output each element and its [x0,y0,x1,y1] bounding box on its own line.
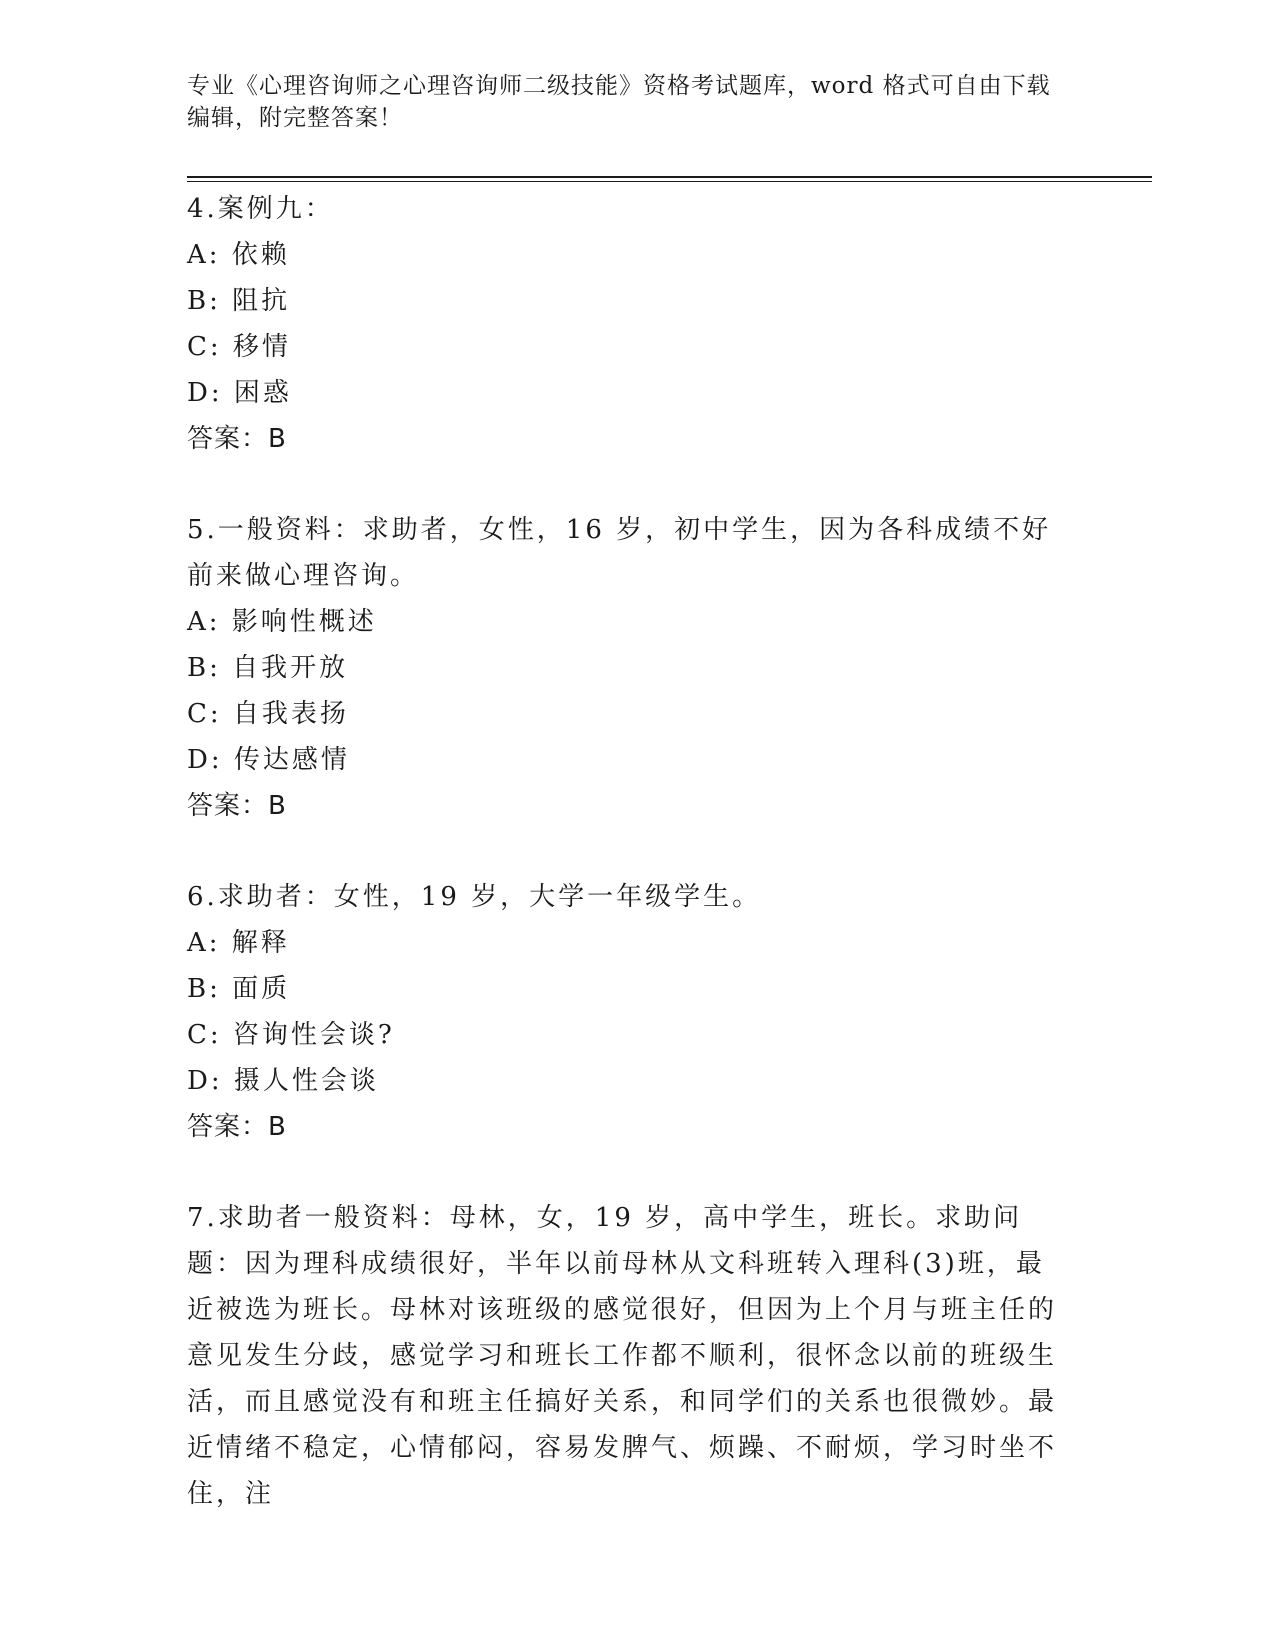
option-d: D: 传达感情 [187,745,350,775]
answer-label: 答案：B [187,424,287,454]
option-b: B: 阻抗 [187,286,291,316]
option-a: A: 影响性概述 [187,607,377,637]
option-c: C: 咨询性会谈? [187,1020,395,1050]
answer-label: 答案：B [187,1112,287,1142]
question-6 [187,874,1067,1150]
document-header [187,70,1067,134]
question-stem: 4.案例九： [187,194,334,224]
question-5 [187,507,1067,829]
answer-label: 答案：B [187,791,287,821]
option-d: D: 摄人性会谈 [187,1066,379,1096]
spacer [187,1150,1067,1195]
option-c: C: 自我表扬 [187,699,349,729]
option-c: C: 移情 [187,332,291,362]
option-a: A: 依赖 [187,240,290,270]
header-rule-thin [187,181,1152,182]
option-b: B: 自我开放 [187,653,349,683]
question-stem: 7.求助者一般资料：母林，女，19 岁，高中学生，班长。求助问题：因为理科成绩很好，半年以前母林从文科班转入理科(3)班，最近被选为班长。母林对该班级的感觉很好，但因为上个月与班主任的意见发生分歧，感觉学习和班长工作都不顺利，很怀念以前的班级生活，而且感觉没有和班主任搞好关系，和同学们的关系也很微妙。最近情绪不稳定，心情郁闷，容易发脾气、烦躁、不耐烦，学习时坐不住，注 [187,1203,1058,1509]
option-b: B: 面质 [187,974,291,1004]
question-7 [187,1195,1067,1517]
question-list [187,186,1067,1517]
spacer [187,829,1067,874]
spacer [187,462,1067,507]
header-text: 专业《心理咨询师之心理咨询师二级技能》资格考试题库，word 格式可自由下载编辑，附完整答案！ [187,73,1051,131]
question-stem: 6.求助者：女性，19 岁，大学一年级学生。 [187,882,762,912]
option-a: A: 解释 [187,928,290,958]
question-4 [187,186,1067,462]
option-d: D: 困惑 [187,378,292,408]
header-rule-thick [187,176,1152,178]
question-stem: 5.一般资料：求助者，女性，16 岁，初中学生，因为各科成绩不好前来做心理咨询。 [187,515,1052,591]
